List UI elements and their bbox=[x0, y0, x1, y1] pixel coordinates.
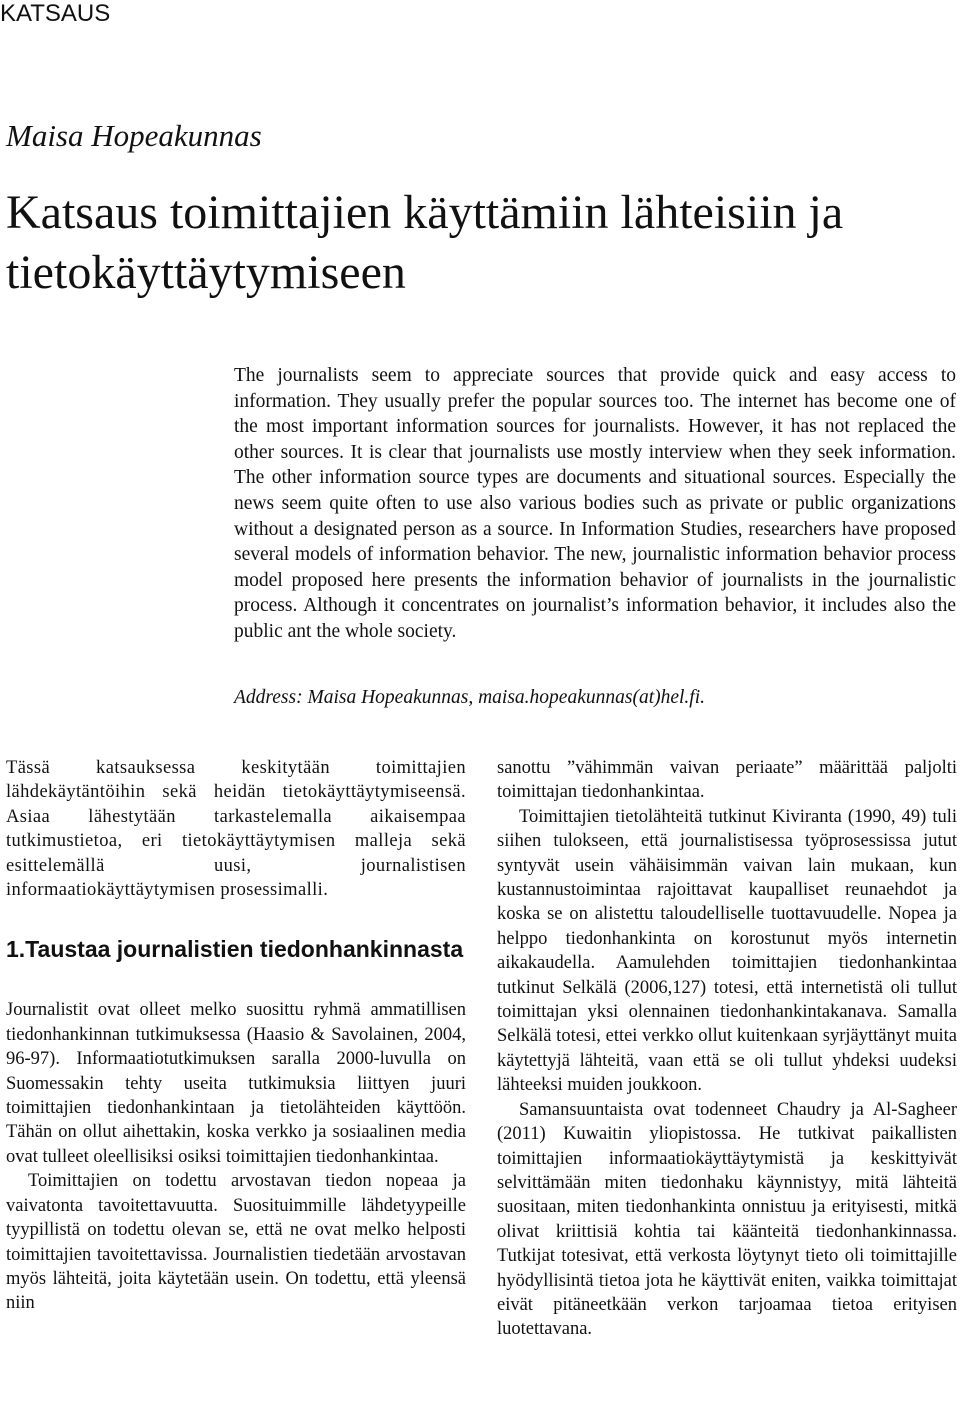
article-title: Katsaus toimittajien käyttämiin lähteisiin ja tietokäyttäytymiseen bbox=[6, 186, 844, 299]
body-paragraph: Samansuuntaista ovat todenneet Chaudry ja Al-Sagheer (2011) Kuwaitin yliopistossa. He tutkivat paikallisten toimittajien informaatiokäyttäytymistä ja keskittyivät selvittämään miten tiedonhaku käynnistyy, mitä lähteitä suositaan, miten tiedonhankinta onnistuu ja erityisesti, mitkä olivat kriittisiä kohtia tai käänteitä tiedonhankinnassa. Tutkijat totesivat, että verkosta löytynyt tieto oli toimittajille hyödyllisintä tietoa jota he käyttivät eniten, vaikka toimittajat eivät pitäneetkään verkon tarjoamaa tietoa erityisen luotettavana. bbox=[497, 1099, 957, 1340]
author-name: Maisa Hopeakunnas bbox=[6, 118, 262, 153]
body-paragraph: Toimittajien tietolähteitä tutkinut Kiviranta (1990, 49) tuli siihen tulokseen, että journalistisessa työprosessissa jutut syntyvät usein vähäisimmän vaivan lain mukaan, kun kustannustoimintaa rajoittavat kaupalliset reunaehdot ja koska se on alistettu taloudelliselle tuottavuudelle. Nopea ja helppo tiedonhankinta on korostunut myös internetin aikakaudella. Aamulehden toimittajien tiedonhankintaa tutkinut Selkälä (2006,127) totesi, että internetistä oli tullut toimittajan yksi olennainen tiedonhankintakanava. Samalla Selkälä totesi, ettei verkko ollut kuitenkaan syrjäyttänyt muita käytettyjä lähteitä, vaan että se oli tullut yhdeksi uudeksi lähteeksi muiden joukkoon. bbox=[497, 806, 957, 1096]
section-label: KATSAUS bbox=[0, 0, 111, 27]
left-column bbox=[6, 756, 466, 1316]
intro-paragraph: Tässä katsauksessa keskitytään toimittajien lähdekäytäntöihin sekä heidän tietokäyttäytymiseensä. Asiaa lähestytään tarkastelemalla aikaisempaa tutkimustietoa, eri tietokäyttäytymisen malleja sekä esittelemällä uusi, journalistisen informaatiokäyttäytymisen prosessimalli. bbox=[6, 758, 466, 901]
section-heading: 1.Taustaa journalistien tiedonhankinnasta bbox=[6, 936, 464, 963]
body-paragraph: sanottu ”vähimmän vaivan periaate” määrittää paljolti toimittajan tiedonhankintaa. bbox=[497, 758, 957, 803]
body-paragraph: Journalistit ovat olleet melko suosittu ryhmä ammatillisen tiedonhankinnan tutkimuksessa (Haasio & Savolainen, 2004, 96-97). Informaatiotutkimuksen saralla 2000-luvulla on Suomessakin tehty useita tutkimuksia liittyen juuri toimittajien tiedonhankintaan ja tietolähteiden käyttöön. Tähän on ollut aihettakin, koska verkko ja sosiaalinen media ovat tulleet oleellisiksi osiksi toimittajien tiedonhankintaa. bbox=[6, 1000, 466, 1167]
abstract: The journalists seem to appreciate sources that provide quick and easy access to information. They usually prefer the popular sources too. The internet has become one of the most important information sources for journalists. However, it has not replaced the other sources. It is clear that journalists use mostly interview when they seek information. The other information source types are documents and situational sources. Especially the news seem quite often to use also various bodies such as private or public organizations without a designated person as a source. In Information Studies, researchers have proposed several models of information behavior. The new, journalistic information behavior process model proposed here presents the information behavior of journalists in the journalistic process. Although it concentrates on journalist’s information behavior, it includes also the public ant the whole society. bbox=[234, 365, 956, 642]
right-column bbox=[497, 756, 957, 1342]
body-paragraph: Toimittajien on todettu arvostavan tiedon nopeaa ja vaivatonta tavoitettavuutta. Suosituimmille lähdetyypeille tyypillistä on todettu olevan se, että ne ovat melko helposti toimittajien tavoitettavissa. Journalistien tiedetään arvostavan myös lähteitä, joita käytetään usein. On todettu, että yleensä niin bbox=[6, 1171, 466, 1314]
author-address: Address: Maisa Hopeakunnas, maisa.hopeakunnas(at)hel.fi. bbox=[234, 687, 706, 708]
